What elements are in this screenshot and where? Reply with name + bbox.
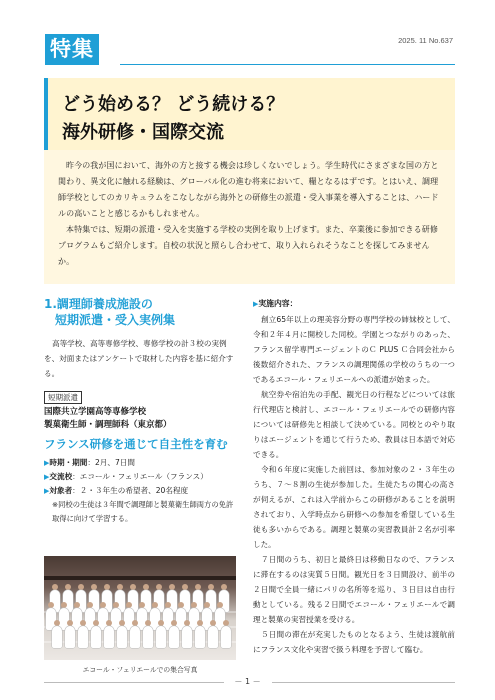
info-note: ※同校の生徒は３年間で調理師と製菓衛生師両方の免許取得に向けて学習する。 <box>52 500 234 523</box>
right-column <box>253 296 455 657</box>
photo-person <box>195 626 205 648</box>
right-paragraph: 創立65年以上の理美容分野の専門学校の姉妹校として、令和２年４月に開校した同校。学園とつながりのあった、フランス留学専門エージェントのＣ PLUS Ｃ合同会社から後数紹介された、フランスの調理関係の学校のうちの一つであるエコール・フェリエールへの派遣が始まった。 <box>253 315 455 384</box>
intro-paragraph: 本特集では、短期の派遣・受入を実施する学校の実例を取り上げます。また、卒業後に参加できる研修プログラムもご紹介します。自校の状況と照らし合わせて、取り入れられそうなことを探してみませんか。 <box>58 225 438 266</box>
right-paragraph: ５日間の滞在が充実したものとなるよう、生徒は渡航前にフランス文化や実習で扱う料理を予習して臨む。 <box>253 630 455 654</box>
header-rule <box>120 64 455 65</box>
page-number: － 1 － <box>234 677 261 686</box>
photo-stair-rail <box>44 576 236 580</box>
issue-number: 2025. 11 No.637 <box>398 36 453 45</box>
right-paragraph: 航空券や宿泊先の手配、観光日の行程などについては旅行代理店と検討し、エコール・フェリエールでの研修内容については研修先と相談して決めている。同校とのやり取りはエージェントを通じて行うため、教員は日本語で対応できる。 <box>253 390 455 459</box>
right-paragraph: ７日間のうち、初日と最終日は移動日なので、フランスに滞在するのは実質５日間。観光日を３日間設け、前半の２日間で全員一緒にパリの名所等を巡り、３日目は自由行動としている。残る２日間でエコール・フェリエールで調理と製菓の実習授業を受ける。 <box>253 555 455 624</box>
info-row-partner: ▶交流校：エコール・フェリエール（フランス） <box>44 472 208 481</box>
photo-person <box>156 626 166 648</box>
section-heading-line1: 調理師養成施設の <box>56 297 153 311</box>
photo-person <box>91 626 101 648</box>
case-subhead: フランス研修を通じて自主性を育む <box>44 437 228 451</box>
section-heading <box>44 296 240 312</box>
photo-person <box>208 626 218 648</box>
section-number: 1. <box>44 297 57 311</box>
photo-person <box>169 626 179 648</box>
right-heading: ▶実施内容： <box>253 299 298 308</box>
section-body: 高等学校、高等専修学校、専修学校の計３校の実例を、対面またはアンケートで取材した内容を基に紹介する。 <box>44 339 234 378</box>
section-heading-line2: 短期派遣・受入実例集 <box>55 313 176 327</box>
photo-caption: エコール・フェリエールでの集合写真 <box>82 666 198 674</box>
photo-person <box>143 626 153 648</box>
left-column <box>44 296 240 526</box>
triangle-bullet-icon: ▶ <box>44 473 50 481</box>
photo-person <box>182 626 192 648</box>
title-accent-bar <box>44 78 48 150</box>
triangle-bullet-icon: ▶ <box>253 300 259 308</box>
page-title-line2: 海外研修・国際交流 <box>62 122 224 143</box>
feature-label: 特集 <box>45 34 99 65</box>
intro-paragraph: 昨今の我が国において、海外の方と接する機会は珍しくないでしょう。学生時代にさまざまな国の方と関わり、異文化に触れる経験は、グローバル化の進む将来において、糧となるはずです。とはいえ、調理師学校としてのカリキュラムをこなしながら海外との研修生の派遣・受入事業を導入することは、ハードルの高いことと感じるかもしれません。 <box>58 161 439 218</box>
group-photo <box>44 556 236 660</box>
right-paragraph: 令和６年度に実施した前回は、参加対象の２・３年生のうち、７～８割の生徒が参加した。生徒たちの関心の高さが伺えるが、これは入学前からこの研修があることを説明されており、入学時点から研修への参加を希望している生徒も多いからである。調理と製菓の実習教員計２名が引率した。 <box>253 465 455 549</box>
triangle-bullet-icon: ▶ <box>44 459 50 467</box>
photo-person <box>104 626 114 648</box>
info-row-period: ▶時期・期間：2月、7日間 <box>44 458 135 467</box>
info-row-target: ▶対象者：２・３年生の希望者、20名程度 <box>44 486 189 495</box>
photo-person <box>117 626 127 648</box>
category-tag: 短期派遣 <box>44 391 82 404</box>
title-box <box>44 78 455 150</box>
triangle-bullet-icon: ▶ <box>44 487 50 495</box>
school-name: 国際共立学園高等専修学校 <box>44 407 147 417</box>
page-title-line1: どう始める？ どう続ける？ <box>62 94 285 115</box>
intro-box <box>44 150 455 284</box>
photo-person <box>52 626 62 648</box>
school-department: 製菓衛生師・調理師科（東京都） <box>44 420 172 430</box>
photo-person <box>221 626 231 648</box>
photo-person <box>78 626 88 648</box>
photo-person <box>65 626 75 648</box>
photo-person <box>130 626 140 648</box>
